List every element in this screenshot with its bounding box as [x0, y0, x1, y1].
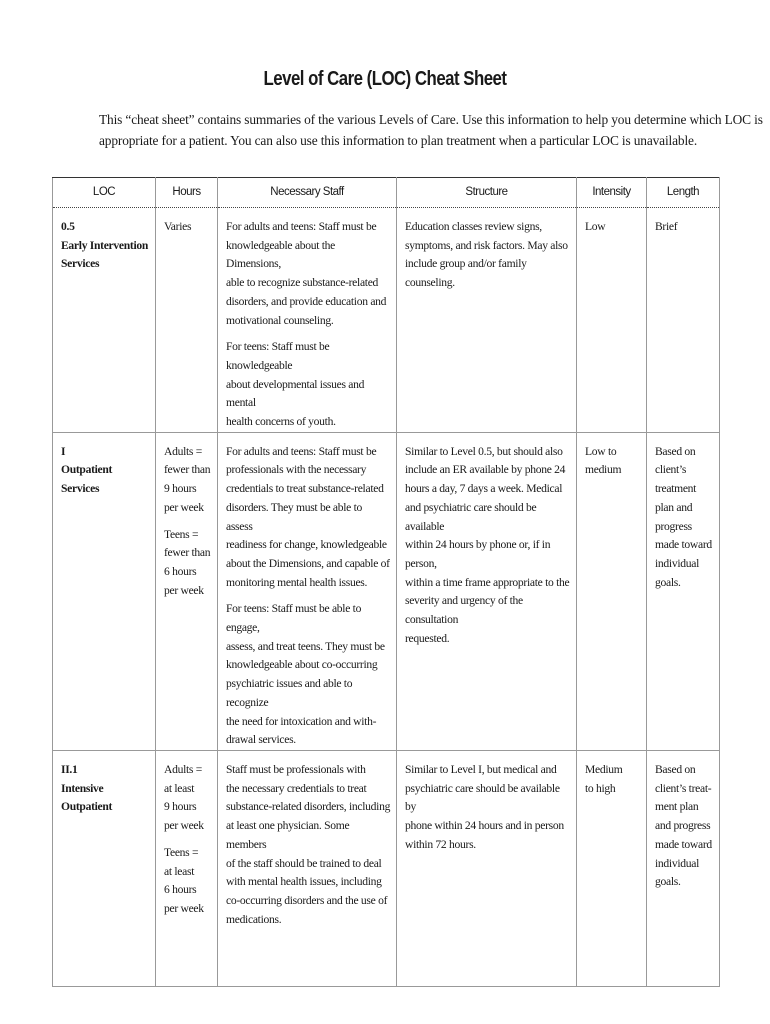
cell-text-line: Adults =	[164, 444, 202, 458]
cell-text-line: Similar to Level 0.5, but should also	[405, 444, 563, 458]
cell-text-line: For adults and teens: Staff must be	[226, 444, 377, 458]
cell-text-line: For teens: Staff must be able to engage,	[226, 602, 362, 635]
table-header	[53, 178, 720, 208]
length-cell	[647, 432, 720, 750]
table-body	[53, 208, 720, 987]
cell-text-line: per week	[164, 901, 204, 915]
cell-text-line: fewer than	[164, 463, 211, 477]
cell-text-line: Based on	[655, 444, 696, 458]
cell-text-line: readiness for change, knowledgeable	[226, 538, 387, 552]
cell-text-line: Services	[61, 482, 100, 496]
cell-text-line: phone within 24 hours and in person	[405, 819, 564, 833]
cell-text-line: disorders. They must be able to assess	[226, 500, 363, 533]
cell-text-line: Early Intervention	[61, 238, 149, 252]
cell-text-line: hours a day, 7 days a week. Medical	[405, 482, 563, 496]
structure-cell	[397, 432, 577, 750]
cell-text-line: medium	[585, 463, 622, 477]
cell-text-line: able to recognize substance-related	[226, 276, 379, 290]
cell-text-line: severity and urgency of the consultation	[405, 594, 523, 627]
cell-paragraph	[226, 218, 391, 330]
loc-table	[52, 177, 720, 987]
cell-text-line: the need for intoxication and with-	[226, 714, 377, 728]
cell-text-line: assess, and treat teens. They must be	[226, 639, 385, 653]
cell-text-line: Medium	[585, 762, 623, 776]
cell-text-line: Low	[585, 220, 606, 233]
cell-text-line: include an ER available by phone 24	[405, 463, 566, 477]
cell-text-line: For adults and teens: Staff must be	[226, 220, 377, 233]
cell-text-line: professionals with the necessary	[226, 463, 367, 477]
cell-paragraph	[164, 844, 212, 919]
cell-text-line: monitoring mental health issues.	[226, 575, 368, 589]
cell-text-line: goals.	[655, 875, 681, 889]
cell-text-line: Outpatient	[61, 463, 113, 477]
cell-text-line: psychiatric issues and able to recognize	[226, 677, 353, 709]
cell-text-line: II.1	[61, 762, 78, 776]
cell-text-line: For teens: Staff must be knowledgeable	[226, 340, 330, 372]
cell-text-line: of the staff should be trained to deal	[226, 856, 382, 870]
cell-paragraph	[226, 761, 391, 929]
cell-text-line: Brief	[655, 220, 678, 233]
cell-text-line: Intensive	[61, 781, 104, 795]
cell-text-line: progress	[655, 519, 692, 533]
cell-text-line: within 24 hours by phone or, if in person,	[405, 538, 551, 570]
cell-text-line: about the Dimensions, and capable of	[226, 556, 390, 570]
cell-paragraph	[164, 526, 212, 601]
intro-paragraph	[99, 109, 763, 151]
cell-text-line: to high	[585, 781, 616, 795]
cell-text-line: Staff must be professionals with	[226, 762, 366, 776]
cell-text-line: 6 hours	[164, 564, 197, 578]
cell-text-line: the necessary credentials to treat	[226, 781, 367, 795]
cell-text-line: knowledgeable about the Dimensions,	[226, 238, 335, 271]
cell-text-line: per week	[164, 583, 204, 597]
cell-text-line: at least one physician. Some members	[226, 819, 350, 851]
column-header-structure: Structure	[397, 178, 577, 208]
table-row	[53, 432, 720, 750]
cell-paragraph	[226, 443, 391, 593]
column-header-loc: LOC	[53, 178, 156, 208]
cell-text-line: individual	[655, 556, 700, 570]
cell-text-line: made toward	[655, 837, 712, 851]
intensity-cell	[577, 208, 647, 433]
cell-text-line: disorders, and provide education and	[226, 294, 387, 308]
cell-text-line: 0.5	[61, 220, 75, 233]
loc-cell	[53, 208, 156, 433]
intensity-cell	[577, 750, 647, 986]
length-cell	[647, 750, 720, 986]
structure-cell	[397, 208, 577, 433]
cell-paragraph	[226, 600, 391, 750]
cell-paragraph	[226, 338, 391, 432]
column-header-intensity: Intensity	[577, 178, 647, 208]
structure-cell	[397, 750, 577, 986]
cell-text-line: Teens =	[164, 527, 199, 541]
cell-text-line: include group and/or family counseling.	[405, 257, 527, 290]
cell-paragraph	[164, 443, 212, 518]
cell-text-line: Similar to Level I, but medical and	[405, 762, 557, 776]
cell-text-line: knowledgeable about co-occurring	[226, 658, 378, 672]
cell-text-line: co-occurring disorders and the use of	[226, 893, 388, 907]
cell-text-line: medications.	[226, 912, 282, 926]
cell-text-line: about developmental issues and mental	[226, 377, 365, 410]
cell-text-line: and progress	[655, 819, 711, 833]
cell-text-line: psychiatric care should be available by	[405, 781, 560, 814]
hours-cell	[156, 750, 218, 986]
table-row	[53, 208, 720, 433]
length-cell	[647, 208, 720, 433]
loc-cell	[53, 750, 156, 986]
cell-text-line: requested.	[405, 631, 450, 645]
necessary-staff-cell	[218, 750, 397, 986]
cell-text-line: ment plan	[655, 800, 699, 814]
hours-cell	[156, 432, 218, 750]
cell-text-line: at least	[164, 781, 195, 795]
table-row	[53, 750, 720, 986]
cell-text-line: I	[61, 444, 66, 458]
cell-text-line: with mental health issues, including	[226, 875, 382, 889]
cell-text-line: within a time frame appropriate to the	[405, 575, 570, 589]
loc-cell	[53, 432, 156, 750]
column-header-length: Length	[647, 178, 720, 208]
cell-text-line: 9 hours	[164, 800, 197, 814]
cell-text-line: within 72 hours.	[405, 837, 476, 851]
cell-text-line: made toward	[655, 538, 712, 552]
necessary-staff-cell	[218, 432, 397, 750]
cell-text-line: goals.	[655, 575, 681, 589]
cell-text-line: credentials to treat substance-related	[226, 482, 384, 496]
cell-text-line: 9 hours	[164, 482, 197, 496]
intro-line: This “cheat sheet” contains summaries of the various Levels of Care. Use this information to help you determine which LOC is	[99, 112, 763, 127]
intensity-cell	[577, 432, 647, 750]
cell-text-line: Education classes review signs,	[405, 220, 542, 233]
intro-line: appropriate for a patient. You can also use this information to plan treatment when a particular LOC is unavailable.	[99, 133, 698, 148]
cell-text-line: at least	[164, 864, 195, 878]
cell-text-line: drawal services.	[226, 733, 296, 747]
cell-text-line: Based on	[655, 762, 696, 776]
hours-cell	[156, 208, 218, 433]
cell-text-line: fewer than	[164, 546, 211, 560]
column-header-hours: Hours	[156, 178, 218, 208]
cell-text-line: health concerns of youth.	[226, 415, 336, 429]
cell-text-line: individual	[655, 856, 700, 870]
cell-text-line: Teens =	[164, 845, 199, 859]
cell-text-line: Low to	[585, 444, 617, 458]
column-header-necessary-staff: Necessary Staff	[218, 178, 397, 208]
cell-text-line: and psychiatric care should be available	[405, 500, 537, 533]
cell-text-line: per week	[164, 500, 204, 514]
cell-text-line: symptoms, and risk factors. May also	[405, 238, 568, 252]
cell-paragraph	[164, 218, 212, 237]
cell-text-line: 6 hours	[164, 883, 197, 897]
cell-text-line: client’s treat-	[655, 781, 712, 795]
cell-text-line: per week	[164, 819, 204, 833]
cell-paragraph	[164, 761, 212, 836]
cell-text-line: treatment	[655, 482, 697, 496]
necessary-staff-cell	[218, 208, 397, 433]
cell-text-line: client’s	[655, 463, 687, 477]
cell-text-line: Varies	[164, 220, 192, 233]
page-title: Level of Care (LOC) Cheat Sheet	[263, 68, 507, 90]
cell-text-line: plan and	[655, 500, 693, 514]
cell-text-line: motivational counseling.	[226, 313, 334, 327]
cell-text-line: substance-related disorders, including	[226, 800, 391, 814]
cell-text-line: Services	[61, 257, 100, 271]
cell-text-line: Adults =	[164, 762, 202, 776]
cell-text-line: Outpatient	[61, 800, 113, 814]
